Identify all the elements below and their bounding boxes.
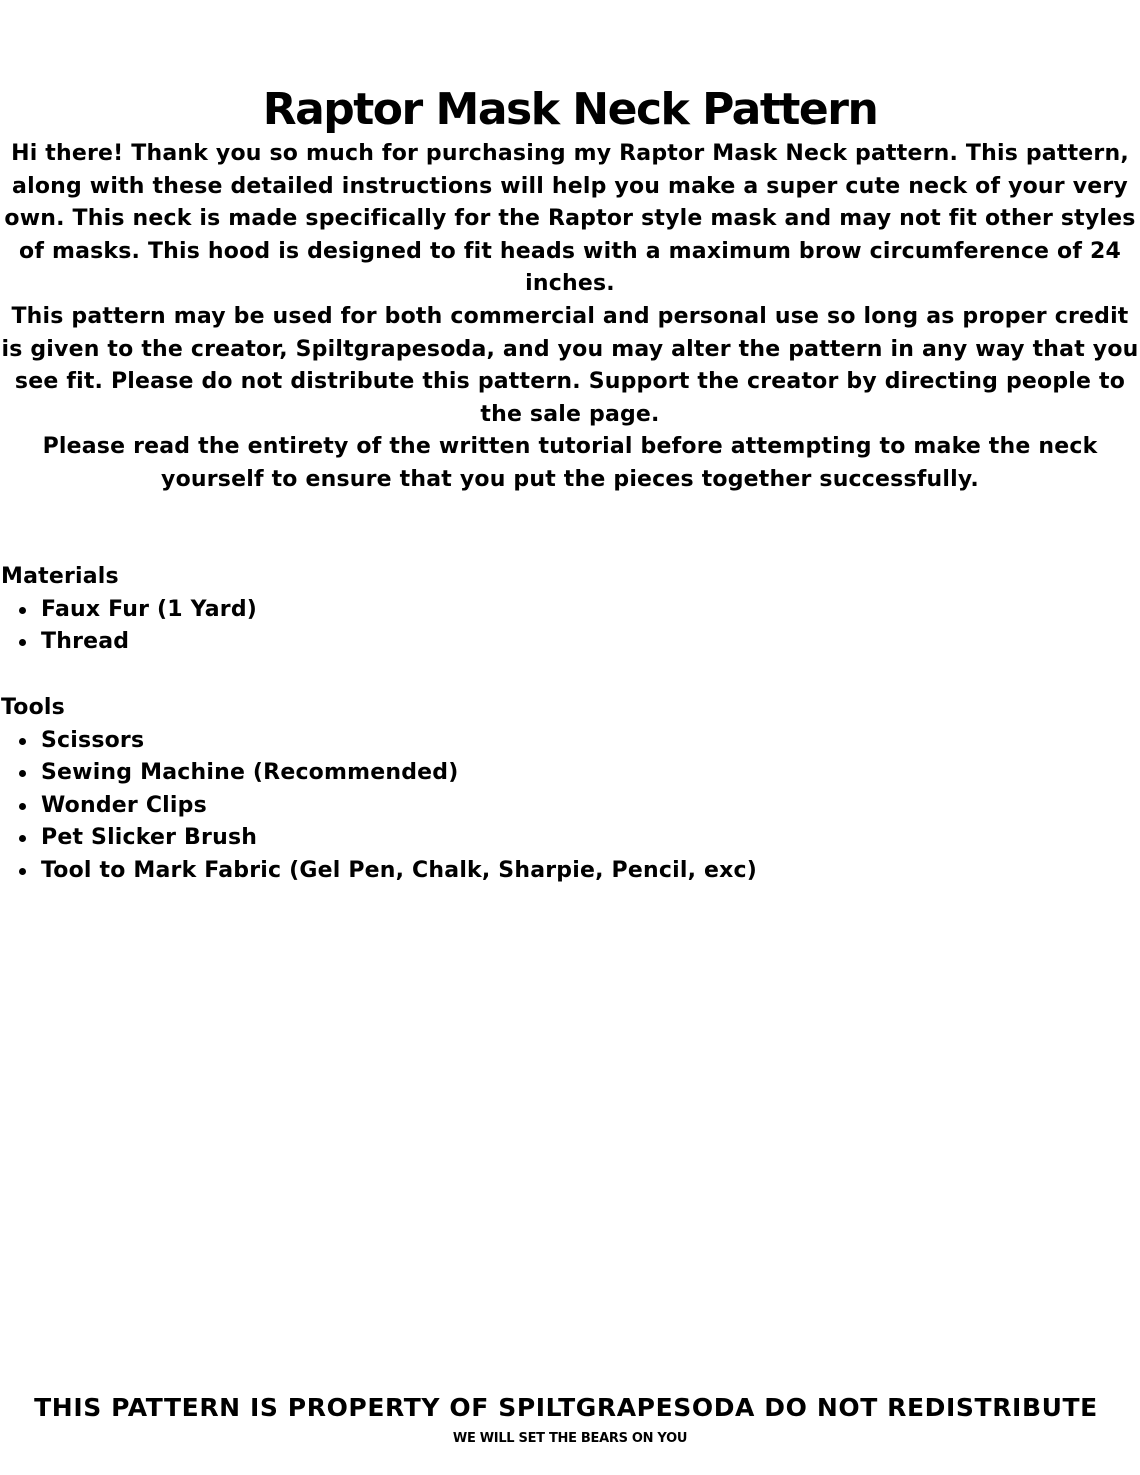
copyright-notice: THIS PATTERN IS PROPERTY OF SPILTGRAPESODA DO NOT REDISTRIBUTE [34,1393,1098,1422]
materials-list [0,594,1140,659]
intro-text [0,138,1140,497]
list-item [0,855,1140,888]
list-item-label: Thread [41,629,130,655]
bullet-icon [19,835,26,842]
list-item-label: Tool to Mark Fabric (Gel Pen, Chalk, Sharpie, Pencil, exc) [41,857,757,883]
intro-paragraph-read-first: Please read the entirety of the written tutorial before attempting to make the neck yourself to ensure that you put the pieces together successfully. [42,434,1098,492]
list-item-label: Sewing Machine (Recommended) [41,760,459,786]
bullet-icon [19,803,26,810]
tools-heading: Tools [1,695,65,720]
list-item [0,594,1140,627]
tools-list [0,725,1140,888]
list-item [0,725,1140,758]
intro-paragraph-usage: This pattern may be used for both commercial and personal use so long as proper credit is given to the creator, Spiltgrapesoda, and you may alter the pattern in any way that you see fit. Please do not distribute this pattern. Support the creator by directing people to the sale page. [1,303,1139,427]
bullet-icon [19,738,26,745]
list-item-label: Wonder Clips [41,792,207,818]
bullet-icon [19,770,26,777]
list-item [0,757,1140,790]
list-item [0,790,1140,823]
bullet-icon [19,607,26,614]
materials-section [0,561,1140,659]
list-item-label: Scissors [41,727,145,753]
materials-heading: Materials [1,564,119,589]
bullet-icon [19,639,26,646]
list-item-label: Faux Fur (1 Yard) [41,596,258,622]
intro-paragraph-thanks: Hi there! Thank you so much for purchasing my Raptor Mask Neck pattern. This pattern, along with these detailed instructions will help you make a super cute neck of your very own. This neck is made specifically for the Raptor style mask and may not fit other styles of masks. This hood is designed to fit heads with a maximum brow circumference of 24 inches. [4,141,1136,297]
page-title: Raptor Mask Neck Pattern [262,84,878,135]
list-item-label: Pet Slicker Brush [41,825,258,851]
bullet-icon [19,868,26,875]
list-item [0,822,1140,855]
tools-section [0,692,1140,888]
list-item [0,626,1140,659]
footer-tagline: WE WILL SET THE BEARS ON YOU [452,1431,688,1446]
